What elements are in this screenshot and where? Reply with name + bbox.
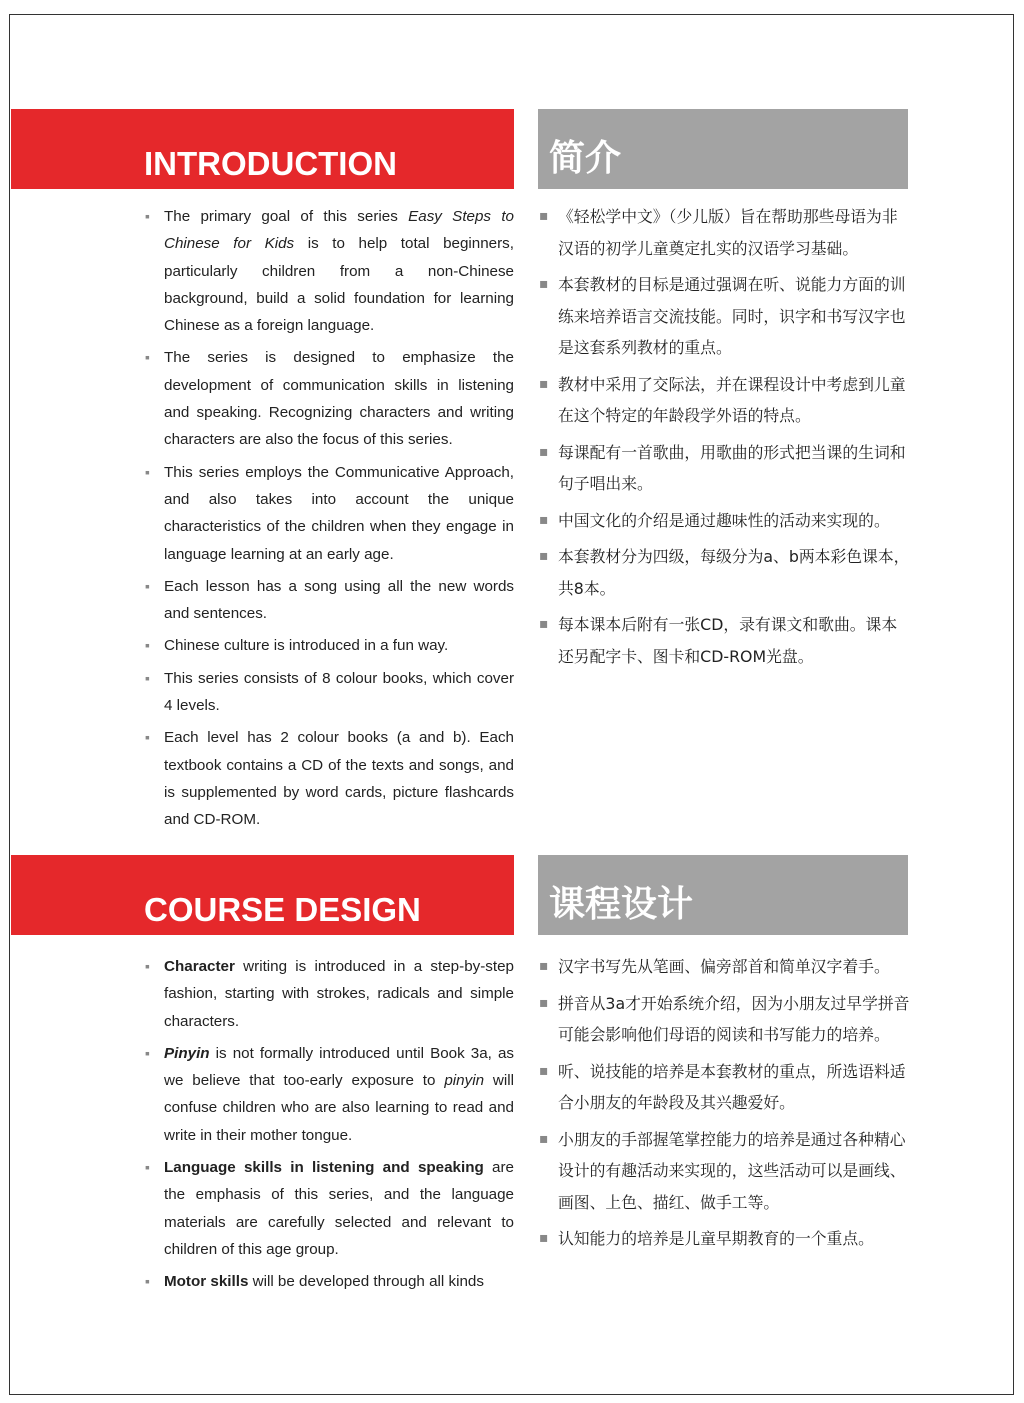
list-item: ▪ Each level has 2 colour books (a and b). Each textbook contains a CD of the texts and songs, and is supplemented by word cards, picture flashcards and CD-ROM.	[144, 724, 514, 833]
bullet-icon: ▪	[539, 1130, 549, 1147]
list-item: ▪ 认知能力的培养是儿童早期教育的一个重点。	[538, 1223, 910, 1255]
list-item: ▪ Each lesson has a song using all the new words and sentences.	[144, 573, 514, 628]
list-item: ▪ This series consists of 8 colour books, which cover 4 levels.	[144, 665, 514, 720]
bullet-icon: ▪	[145, 463, 150, 480]
bullet-icon: ▪	[539, 443, 549, 460]
list-item: ▪ 本套教材的目标是通过强调在听、说能力方面的训练来培养语言交流技能。同时，识字和书写汉字也是这套系列教材的重点。	[538, 269, 910, 364]
bullet-icon: ▪	[145, 1044, 150, 1061]
course-design-zh-header-bar	[538, 855, 908, 935]
introduction-heading: INTRODUCTION	[144, 145, 397, 182]
bullet-icon: ▪	[145, 577, 150, 594]
bullet-icon: ▪	[145, 1273, 150, 1290]
list-item: ▪ 教材中采用了交际法，并在课程设计中考虑到儿童在这个特定的年龄段学外语的特点。	[538, 369, 910, 432]
list-item: ▪ Motor skills will be developed through all kinds	[144, 1268, 514, 1295]
list-item: ▪ 听、说技能的培养是本套教材的重点，所选语料适合小朋友的年龄段及其兴趣爱好。	[538, 1056, 910, 1119]
list-item: ▪ Pinyin is not formally introduced until Book 3a, as we believe that too-early exposure to pinyin will confuse children who are also learning to read and write in their mother tongue.	[144, 1040, 514, 1149]
bullet-icon: ▪	[145, 208, 150, 224]
bullet-icon: ▪	[539, 208, 549, 224]
course-design-header-bar	[11, 855, 514, 935]
bullet-icon: ▪	[539, 958, 549, 974]
list-item: ▪ This series employs the Communicative Approach, and also takes into account the unique characteristics of the children when they engage in language learning at an early age.	[144, 459, 514, 568]
list-item: ▪ 汉字书写先从笔画、偏旁部首和简单汉字着手。	[538, 951, 910, 983]
list-item: ▪ The primary goal of this series Easy Steps to Chinese for Kids is to help total beginners, particularly children from a non-Chinese background, build a solid foundation for learning Chinese as a foreign language.	[144, 203, 514, 339]
introduction-zh-heading: 简介	[549, 138, 622, 179]
bullet-icon: ▪	[539, 375, 549, 392]
list-item: ▪ 《轻松学中文》（少儿版）旨在帮助那些母语为非汉语的初学儿童奠定扎实的汉语学习基础。	[538, 201, 910, 264]
bullet-icon: ▪	[539, 511, 549, 528]
bullet-icon: ▪	[539, 548, 549, 564]
introduction-zh-list	[538, 201, 910, 677]
list-item: ▪ The series is designed to emphasize the development of communication skills in listening and speaking. Recognizing characters and writing characters are also the focus of this series.	[144, 344, 514, 453]
introduction-header-bar	[11, 109, 514, 189]
bullet-icon: ▪	[145, 729, 150, 746]
introduction-zh-header-bar	[538, 109, 908, 189]
list-item: ▪ 本套教材分为四级，每级分为a、b两本彩色课本，共8本。	[538, 541, 910, 604]
bullet-icon: ▪	[145, 637, 150, 654]
bullet-icon: ▪	[145, 1159, 150, 1176]
bullet-icon: ▪	[145, 958, 150, 974]
bullet-icon: ▪	[539, 1230, 549, 1246]
list-item: ▪ Language skills in listening and speaking are the emphasis of this series, and the language materials are carefully selected and relevant to children of this age group.	[144, 1154, 514, 1263]
list-item: ▪ Chinese culture is introduced in a fun way.	[144, 632, 514, 659]
bullet-icon: ▪	[539, 1062, 549, 1079]
introduction-en-list	[144, 203, 514, 839]
bullet-icon: ▪	[145, 349, 150, 366]
list-item: ▪ 中国文化的介绍是通过趣味性的活动来实现的。	[538, 505, 910, 537]
list-item: ▪ 拼音从3a才开始系统介绍，因为小朋友过早学拼音可能会影响他们母语的阅读和书写能力的培养。	[538, 988, 910, 1051]
course-design-zh-heading: 课程设计	[549, 884, 694, 925]
bullet-icon: ▪	[539, 616, 549, 632]
list-item: ▪ 每课配有一首歌曲，用歌曲的形式把当课的生词和句子唱出来。	[538, 437, 910, 500]
course-design-en-list	[144, 953, 514, 1301]
list-item: ▪ Character writing is introduced in a step-by-step fashion, starting with strokes, radicals and simple characters.	[144, 953, 514, 1035]
bullet-icon: ▪	[539, 276, 549, 292]
course-design-zh-list	[538, 951, 910, 1260]
list-item: ▪ 每本课本后附有一张CD，录有课文和歌曲。课本还另配字卡、图卡和CD-ROM光盘。	[538, 609, 910, 672]
course-design-heading: COURSE DESIGN	[144, 891, 421, 928]
list-item: ▪ 小朋友的手部握笔掌控能力的培养是通过各种精心设计的有趣活动来实现的，这些活动可以是画线、画图、上色、描红、做手工等。	[538, 1124, 910, 1219]
bullet-icon: ▪	[145, 669, 150, 686]
bullet-icon: ▪	[539, 994, 549, 1011]
